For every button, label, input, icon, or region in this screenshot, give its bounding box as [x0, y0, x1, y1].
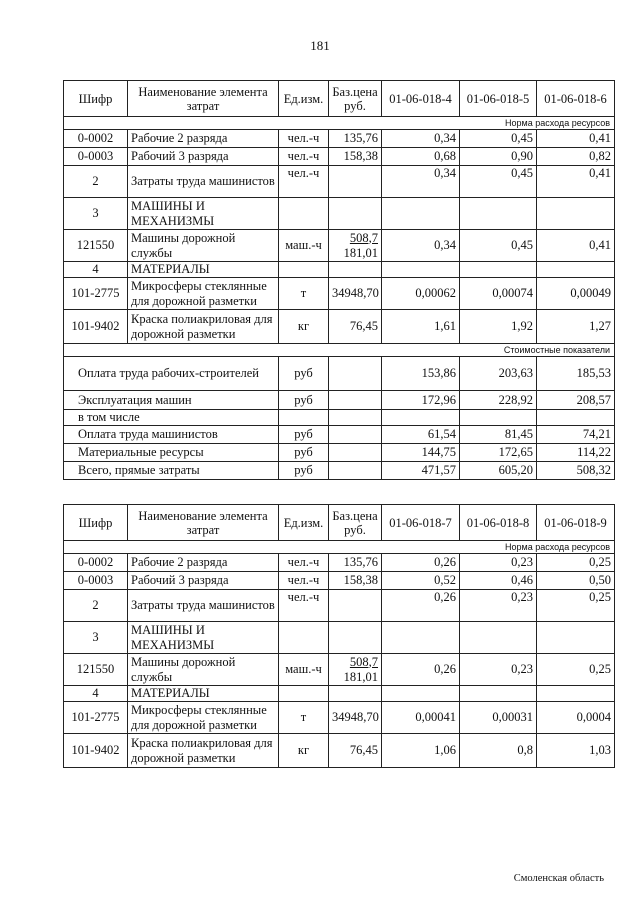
header-column-code: 01-06-018-5	[460, 81, 537, 117]
row-unit: чел.-ч	[279, 166, 329, 198]
row-code: 121550	[64, 654, 128, 686]
row-name: Рабочий 3 разряда	[128, 572, 279, 590]
row-unit: чел.-ч	[279, 130, 329, 148]
cost-name: Оплата труда рабочих-строителей	[64, 357, 279, 391]
row-price-pair	[329, 654, 382, 686]
header-column-code: 01-06-018-6	[537, 81, 615, 117]
row-price: 135,76	[329, 554, 382, 572]
table-row	[64, 734, 615, 768]
cost-name: в том числе	[64, 410, 279, 426]
cost-unit: руб	[279, 357, 329, 391]
header-column-code: 01-06-018-4	[382, 81, 460, 117]
section-name: МАШИНЫ И МЕХАНИЗМЫ	[128, 622, 279, 654]
cost-row	[64, 391, 615, 410]
table-row	[64, 654, 615, 686]
row-unit: чел.-ч	[279, 554, 329, 572]
row-price	[329, 590, 382, 622]
header-column-code: 01-06-018-8	[460, 505, 537, 541]
row-price	[329, 166, 382, 198]
cost-name: Материальные ресурсы	[64, 444, 279, 462]
table-header-row	[64, 505, 615, 541]
row-code: 2	[64, 590, 128, 622]
row-value: 0,25	[537, 590, 615, 622]
section-label-cost: Стоимостные показатели	[64, 344, 615, 357]
row-value: 0,34	[382, 166, 460, 198]
table-row	[64, 702, 615, 734]
row-unit: чел.-ч	[279, 148, 329, 166]
row-value: 0,34	[382, 230, 460, 262]
row-value: 1,06	[382, 734, 460, 768]
row-value: 0,45	[460, 130, 537, 148]
row-price-second: 181,01	[343, 669, 378, 684]
row-price: 34948,70	[329, 278, 382, 310]
row-price-underlined: 508,7	[349, 654, 378, 669]
row-value: 1,27	[537, 310, 615, 344]
cost-value: 228,92	[460, 391, 537, 410]
row-value: 0,00062	[382, 278, 460, 310]
section-label-norm: Норма расхода ресурсов	[64, 117, 615, 130]
table-row	[64, 590, 615, 622]
row-unit: маш.-ч	[279, 230, 329, 262]
row-value: 0,00074	[460, 278, 537, 310]
cost-value: 81,45	[460, 426, 537, 444]
row-value: 0,00041	[382, 702, 460, 734]
row-value: 0,41	[537, 166, 615, 198]
row-name: Машины дорожной службы	[128, 654, 279, 686]
row-value: 0,41	[537, 130, 615, 148]
row-value: 0,68	[382, 148, 460, 166]
row-unit: кг	[279, 310, 329, 344]
cost-value: 471,57	[382, 462, 460, 480]
header-unit: Ед.изм.	[279, 505, 329, 541]
header-code: Шифр	[64, 81, 128, 117]
row-value: 1,61	[382, 310, 460, 344]
table-row	[64, 130, 615, 148]
row-code: 0-0002	[64, 554, 128, 572]
row-value: 0,23	[460, 590, 537, 622]
table-row	[64, 310, 615, 344]
section-code: 4	[64, 686, 128, 702]
cost-unit: руб	[279, 426, 329, 444]
resource-table-1	[63, 80, 615, 480]
row-value: 0,26	[382, 654, 460, 686]
row-name: Краска полиакриловая для дорожной разметки	[128, 310, 279, 344]
row-unit: т	[279, 702, 329, 734]
cost-row	[64, 426, 615, 444]
row-price-pair	[329, 230, 382, 262]
page-number: 181	[310, 38, 330, 53]
cost-value: 74,21	[537, 426, 615, 444]
header-price: Баз.цена руб.	[329, 505, 382, 541]
row-value: 0,23	[460, 654, 537, 686]
row-unit: чел.-ч	[279, 572, 329, 590]
row-value: 0,00031	[460, 702, 537, 734]
row-name: Затраты труда машинистов	[128, 590, 279, 622]
cost-value: 61,54	[382, 426, 460, 444]
table-row	[64, 230, 615, 262]
cost-row	[64, 410, 615, 426]
row-price: 158,38	[329, 572, 382, 590]
header-unit: Ед.изм.	[279, 81, 329, 117]
row-code: 2	[64, 166, 128, 198]
section-name: МАТЕРИАЛЫ	[128, 262, 279, 278]
row-value: 0,50	[537, 572, 615, 590]
section-name: МАШИНЫ И МЕХАНИЗМЫ	[128, 198, 279, 230]
row-unit: маш.-ч	[279, 654, 329, 686]
table-row	[64, 166, 615, 198]
row-value: 1,03	[537, 734, 615, 768]
table-header-row	[64, 81, 615, 117]
row-name: Машины дорожной службы	[128, 230, 279, 262]
header-column-code: 01-06-018-9	[537, 505, 615, 541]
footer-region: Смоленская область	[513, 873, 604, 884]
row-code: 101-2775	[64, 702, 128, 734]
cost-value: 172,96	[382, 391, 460, 410]
row-value: 0,0004	[537, 702, 615, 734]
row-value: 0,26	[382, 554, 460, 572]
header-code: Шифр	[64, 505, 128, 541]
cost-value: 508,32	[537, 462, 615, 480]
row-name: Рабочий 3 разряда	[128, 148, 279, 166]
row-value: 0,46	[460, 572, 537, 590]
row-unit: чел.-ч	[279, 590, 329, 622]
row-code: 101-2775	[64, 278, 128, 310]
row-value: 0,00049	[537, 278, 615, 310]
table-section-row	[64, 686, 615, 702]
section-name: МАТЕРИАЛЫ	[128, 686, 279, 702]
row-code: 0-0003	[64, 148, 128, 166]
row-price: 135,76	[329, 130, 382, 148]
table-section-row	[64, 622, 615, 654]
cost-value: 114,22	[537, 444, 615, 462]
cost-unit: руб	[279, 391, 329, 410]
row-code: 101-9402	[64, 734, 128, 768]
row-code: 0-0002	[64, 130, 128, 148]
row-value: 0,45	[460, 166, 537, 198]
row-value: 0,45	[460, 230, 537, 262]
section-code: 3	[64, 622, 128, 654]
row-name: Микросферы стеклянные для дорожной разметки	[128, 278, 279, 310]
cost-row	[64, 444, 615, 462]
section-code: 4	[64, 262, 128, 278]
table-row	[64, 572, 615, 590]
row-unit: т	[279, 278, 329, 310]
row-code: 0-0003	[64, 572, 128, 590]
cost-row	[64, 462, 615, 480]
cost-name: Оплата труда машинистов	[64, 426, 279, 444]
section-label-norm: Норма расхода ресурсов	[64, 541, 615, 554]
row-price: 76,45	[329, 734, 382, 768]
row-value: 0,25	[537, 654, 615, 686]
row-value: 0,82	[537, 148, 615, 166]
cost-value: 185,53	[537, 357, 615, 391]
row-name: Затраты труда машинистов	[128, 166, 279, 198]
row-code: 121550	[64, 230, 128, 262]
cost-value: 203,63	[460, 357, 537, 391]
row-price-second: 181,01	[343, 245, 378, 260]
row-name: Микросферы стеклянные для дорожной разметки	[128, 702, 279, 734]
cost-unit: руб	[279, 444, 329, 462]
row-name: Краска полиакриловая для дорожной разметки	[128, 734, 279, 768]
row-name: Рабочие 2 разряда	[128, 130, 279, 148]
resource-table-2	[63, 504, 615, 768]
row-value: 0,26	[382, 590, 460, 622]
cost-value: 172,65	[460, 444, 537, 462]
table-section-row	[64, 262, 615, 278]
row-value: 0,52	[382, 572, 460, 590]
row-price: 158,38	[329, 148, 382, 166]
cost-value: 208,57	[537, 391, 615, 410]
cost-value: 144,75	[382, 444, 460, 462]
cost-unit: руб	[279, 462, 329, 480]
row-unit: кг	[279, 734, 329, 768]
row-value: 0,90	[460, 148, 537, 166]
cost-name: Всего, прямые затраты	[64, 462, 279, 480]
table-section-row	[64, 198, 615, 230]
table-row	[64, 148, 615, 166]
header-price: Баз.цена руб.	[329, 81, 382, 117]
row-price-underlined: 508,7	[349, 230, 378, 245]
row-price: 76,45	[329, 310, 382, 344]
row-value: 0,25	[537, 554, 615, 572]
section-code: 3	[64, 198, 128, 230]
row-name: Рабочие 2 разряда	[128, 554, 279, 572]
row-value: 0,41	[537, 230, 615, 262]
header-column-code: 01-06-018-7	[382, 505, 460, 541]
table-row	[64, 554, 615, 572]
header-name: Наименование элемента затрат	[128, 505, 279, 541]
row-code: 101-9402	[64, 310, 128, 344]
cost-row	[64, 357, 615, 391]
table-row	[64, 278, 615, 310]
row-value: 0,34	[382, 130, 460, 148]
row-value: 0,8	[460, 734, 537, 768]
row-price: 34948,70	[329, 702, 382, 734]
cost-value: 153,86	[382, 357, 460, 391]
header-name: Наименование элемента затрат	[128, 81, 279, 117]
cost-value: 605,20	[460, 462, 537, 480]
row-value: 0,23	[460, 554, 537, 572]
cost-name: Эксплуатация машин	[64, 391, 279, 410]
row-value: 1,92	[460, 310, 537, 344]
